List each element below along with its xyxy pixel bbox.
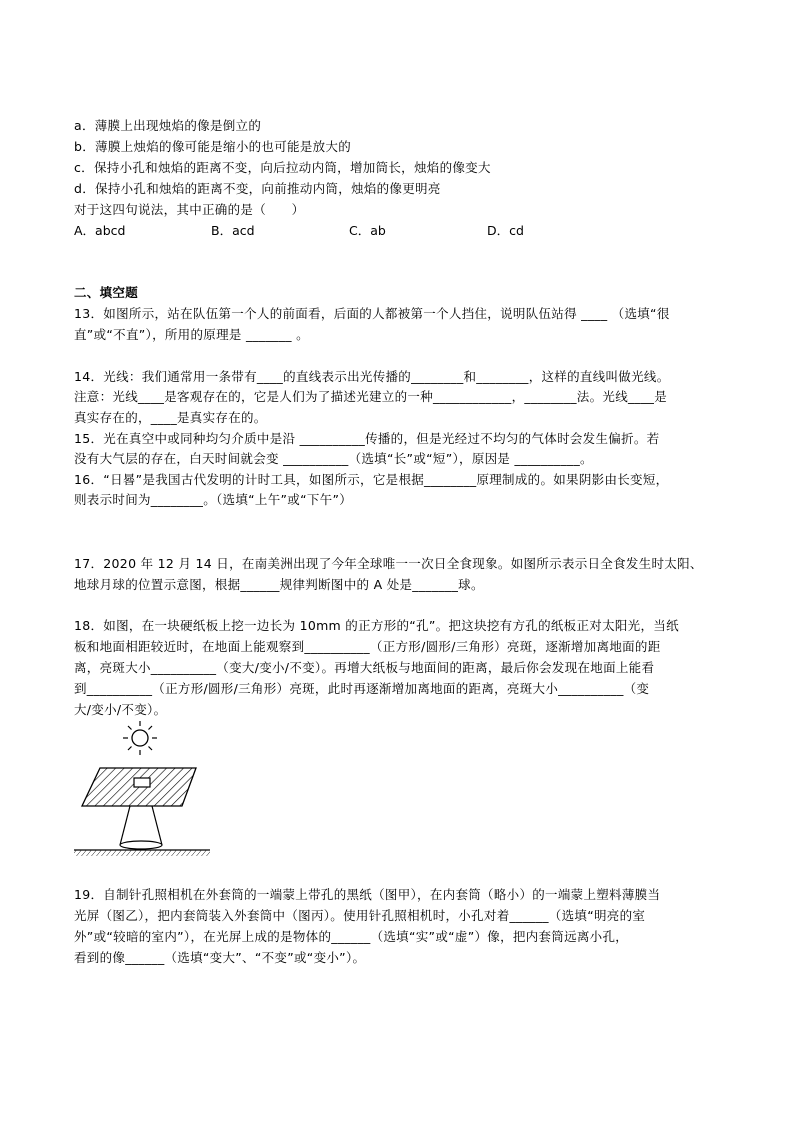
- q12-statement-b: b．薄膜上烛焰的像可能是缩小的也可能是放大的: [74, 139, 352, 154]
- q18-line-5: 大/变小/不变）。: [74, 702, 167, 717]
- q12-stem: 对于这四句说法，其中正确的是（ ）: [74, 202, 305, 217]
- sun-icon: [123, 721, 157, 755]
- q12-statement-a: a．薄膜上出现烛焰的像是倒立的: [74, 118, 262, 133]
- q12-option-b[interactable]: B．acd: [211, 223, 255, 238]
- q12-option-c[interactable]: C．ab: [349, 223, 386, 238]
- q16-line-2: 则表示时间为________。（选填“上午”或“下午”）: [74, 492, 353, 507]
- q19-line-1: 19．自制针孔照相机在外套筒的一端蒙上带孔的黑纸（图甲），在内套筒（略小）的一端蒙上塑料薄膜当: [74, 887, 661, 902]
- q12-option-a[interactable]: A．abcd: [74, 223, 126, 238]
- q13-line-2: 直”或“不直”），所用的原理是 _______ 。: [74, 327, 309, 342]
- q15-line-2: 没有大气层的存在，白天时间就会变 __________（选填“长”或“短”），原因是 __________。: [74, 451, 593, 466]
- q18-line-4: 到__________（正方形/圆形/三角形）亮斑，此时再逐渐增加离地面的距离，亮斑大小__________（变: [74, 681, 650, 696]
- q15-line-1: 15．光在真空中或同种均匀介质中是沿 __________传播的，但是光经过不均匀的气体时会发生偏折。若: [74, 431, 660, 446]
- q18-line-3: 离，亮斑大小__________（变大/变小/不变）。再增大纸板与地面间的距离，最后你会发现在地面上能看: [74, 660, 655, 675]
- q12-statement-d: d．保持小孔和烛焰的距离不变，向前推动内筒，烛焰的像更明亮: [74, 181, 441, 196]
- q19-line-3: 外”或“较暗的室内”），在光屏上成的是物体的______（选填“实”或“虚”）像，把内套筒远离小孔，: [74, 929, 629, 944]
- q16-line-1: 16．“日晷”是我国古代发明的计时工具，如图所示，它是根据________原理制成的。如果阴影由长变短，: [74, 472, 669, 487]
- q18-line-1: 18．如图，在一块硬纸板上挖一边长为 10mm 的正方形的“孔”。把这块挖有方孔的纸板正对太阳光，当纸: [74, 618, 679, 633]
- section-heading: 二、填空题: [74, 285, 139, 300]
- cardboard-icon: [82, 768, 196, 806]
- q17-line-2: 地球月球的位置示意图，根据______规律判断图中的 A 处是_______球。: [74, 577, 484, 592]
- q17-line-1: 17．2020 年 12 月 14 日，在南美洲出现了今年全球唯一一次日全食现象。如图所示表示日全食发生时太阳、: [74, 556, 703, 571]
- q14-line-1: 14．光线：我们通常用一条带有____的直线表示出光传播的________和________，这样的直线叫做光线。: [74, 369, 670, 384]
- ground-icon: [74, 850, 210, 856]
- light-beam-icon: [120, 806, 162, 849]
- q12-option-d[interactable]: D．cd: [487, 223, 524, 238]
- q14-line-2: 注意：光线____是客观存在的，它是人们为了描述光建立的一种____________，________法。光线____是: [74, 389, 668, 404]
- sun-and-cardboard-with-square-hole-diagram: [72, 718, 212, 868]
- q18-line-2: 板和地面相距较近时，在地面上能观察到__________（正方形/圆形/三角形）亮斑，逐渐增加离地面的距: [74, 639, 661, 654]
- q19-line-4: 看到的像______（选填“变大”、“不变”或“变小”）。: [74, 950, 366, 965]
- q19-line-2: 光屏（图乙），把内套筒装入外套筒中（图丙）。使用针孔照相机时，小孔对着______（选填“明亮的室: [74, 908, 646, 923]
- q12-statement-c: c．保持小孔和烛焰的距离不变，向后拉动内筒，增加筒长，烛焰的像变大: [74, 160, 491, 175]
- q13-line-1: 13．如图所示，站在队伍第一个人的前面看，后面的人都被第一个人挡住，说明队伍站得 ____ （选填“很: [74, 306, 670, 321]
- q14-line-3: 真实存在的，____是真实存在的。: [74, 410, 267, 425]
